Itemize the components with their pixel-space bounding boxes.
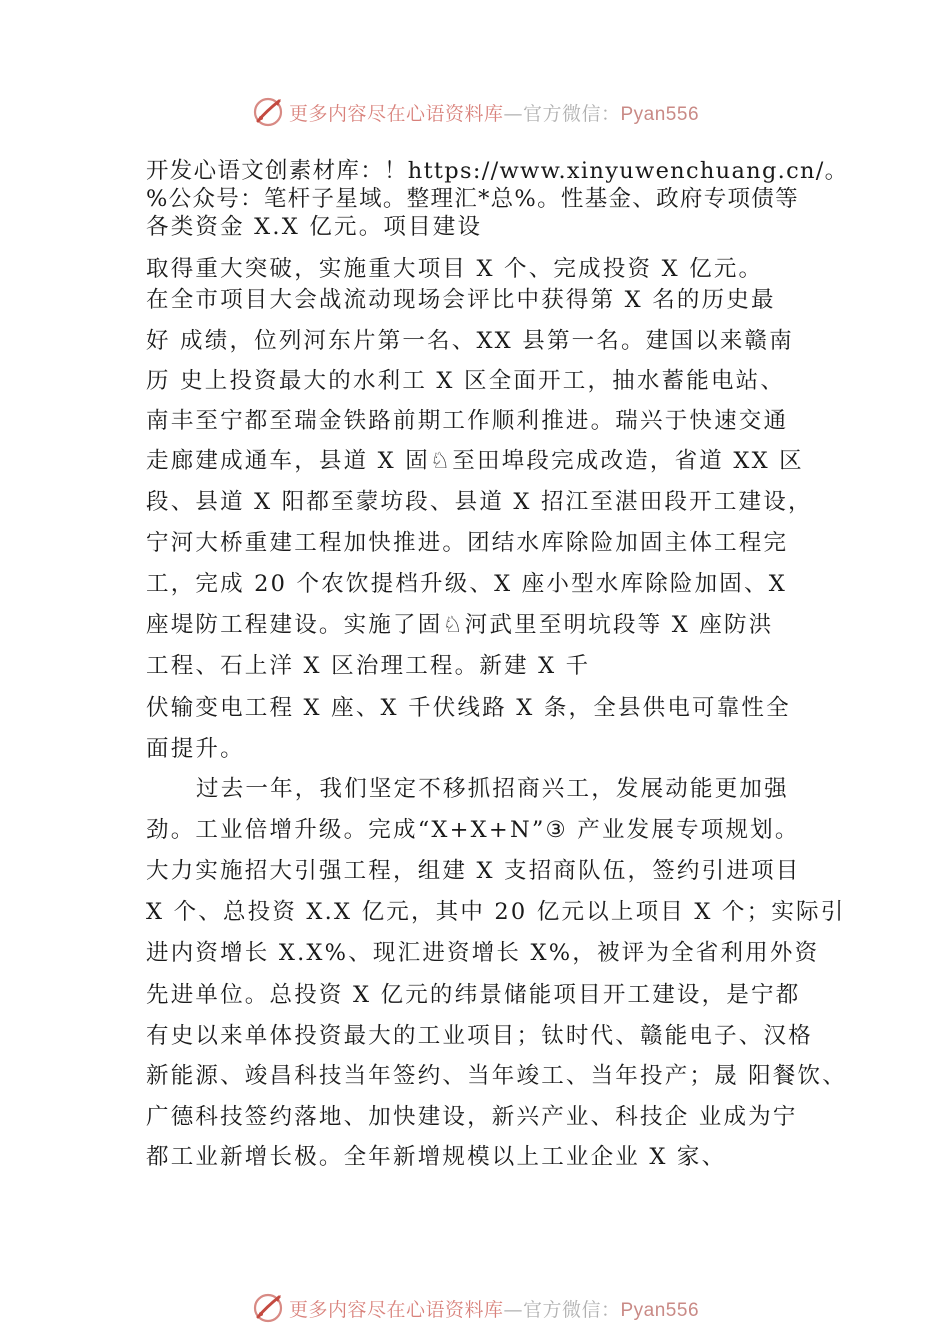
banner-title: 更多内容尽在心语资料库: [288, 1298, 504, 1321]
banner-wechat-id: Pyan556: [620, 1299, 700, 1321]
banner-wechat-id: Pyan556: [620, 103, 700, 125]
text-line: 大力实施招大引强工程，组建 X 支招商队伍，签约引进项目: [146, 858, 801, 884]
text-line: 工，完成 20 个农饮提档升级、X 座小型水库除险加固、X: [146, 571, 787, 597]
banner-text: [289, 1295, 699, 1322]
brush-logo-icon: [251, 95, 285, 129]
text-line: 宁河大桥重建工程加快推进。团结水库除险加固主体工程完: [146, 530, 789, 556]
text-line: 面提升。: [146, 736, 245, 762]
paragraph-start-line: 过去一年，我们坚定不移抓招商兴工，发展动能更加强: [196, 776, 789, 802]
text-line: 历 史上投资最大的水利工 X 区全面开工，抽水蓄能电站、: [146, 368, 786, 394]
text-line: 开发心语文创素材库：！https://www.xinyuwenchuang.cn/。: [146, 158, 849, 184]
text-line: 伏输变电工程 X 座、X 千伏线路 X 条，全县供电可靠性全: [146, 695, 791, 721]
text-line: 段、县道 X 阳都至蒙坊段、县道 X 招江至湛田段开工建设，: [146, 489, 813, 515]
banner-wechat-label: 官方微信：: [522, 1298, 621, 1321]
text-line: 有史以来单体投资最大的工业项目；钛时代、赣能电子、汉格: [146, 1023, 813, 1049]
brush-logo-icon: [251, 1291, 285, 1325]
text-line: 新能源、竣昌科技当年签约、当年竣工、当年投产；晟 阳餐饮、: [146, 1063, 847, 1089]
banner-text: [289, 99, 699, 126]
text-line: 在全市项目大会战流动现场会评比中获得第 X 名的历史最: [146, 287, 776, 313]
banner-title: 更多内容尽在心语资料库: [288, 102, 504, 125]
text-line: 劲。工业倍增升级。完成“X+X+N”③ 产业发展专项规划。: [146, 817, 800, 843]
banner-wechat-label: 官方微信：: [522, 102, 621, 125]
footer-watermark-banner: [0, 1288, 950, 1328]
text-line: 座堤防工程建设。实施了固♘河武里至明坑段等 X 座防洪: [146, 612, 774, 638]
text-line: 广德科技签约落地、加快建设，新兴产业、科技企 业成为宁: [146, 1104, 798, 1130]
text-line: 南丰至宁都至瑞金铁路前期工作顺利推进。瑞兴于快速交通: [146, 408, 789, 434]
text-line: 各类资金 X.X 亿元。项目建设: [146, 214, 483, 240]
banner-separator: —: [503, 102, 523, 125]
header-watermark-banner: [0, 92, 950, 132]
text-line: 工程、石上洋 X 区治理工程。新建 X 千: [146, 653, 591, 679]
text-line: 好 成绩，位列河东片第一名、XX 县第一名。建国以来赣南: [146, 328, 794, 354]
text-line: 进内资增长 X.X%、现汇进资增长 X%，被评为全省利用外资: [146, 940, 820, 966]
text-line: 取得重大突破，实施重大项目 X 个、完成投资 X 亿元。: [146, 256, 764, 282]
text-line: X 个、总投资 X.X 亿元，其中 20 亿元以上项目 X 个；实际引: [146, 899, 846, 925]
text-line: 走廊建成通车，县道 X 固♘至田埠段完成改造，省道 XX 区: [146, 448, 804, 474]
text-line: %公众号：笔杆子星域。整理汇*总%。性基金、政府专项债等: [146, 186, 799, 212]
banner-separator: —: [503, 1298, 523, 1321]
text-line: 先进单位。总投资 X 亿元的纬景储能项目开工建设，是宁都: [146, 982, 801, 1008]
text-line: 都工业新增长极。全年新增规模以上工业企业 X 家、: [146, 1144, 727, 1170]
